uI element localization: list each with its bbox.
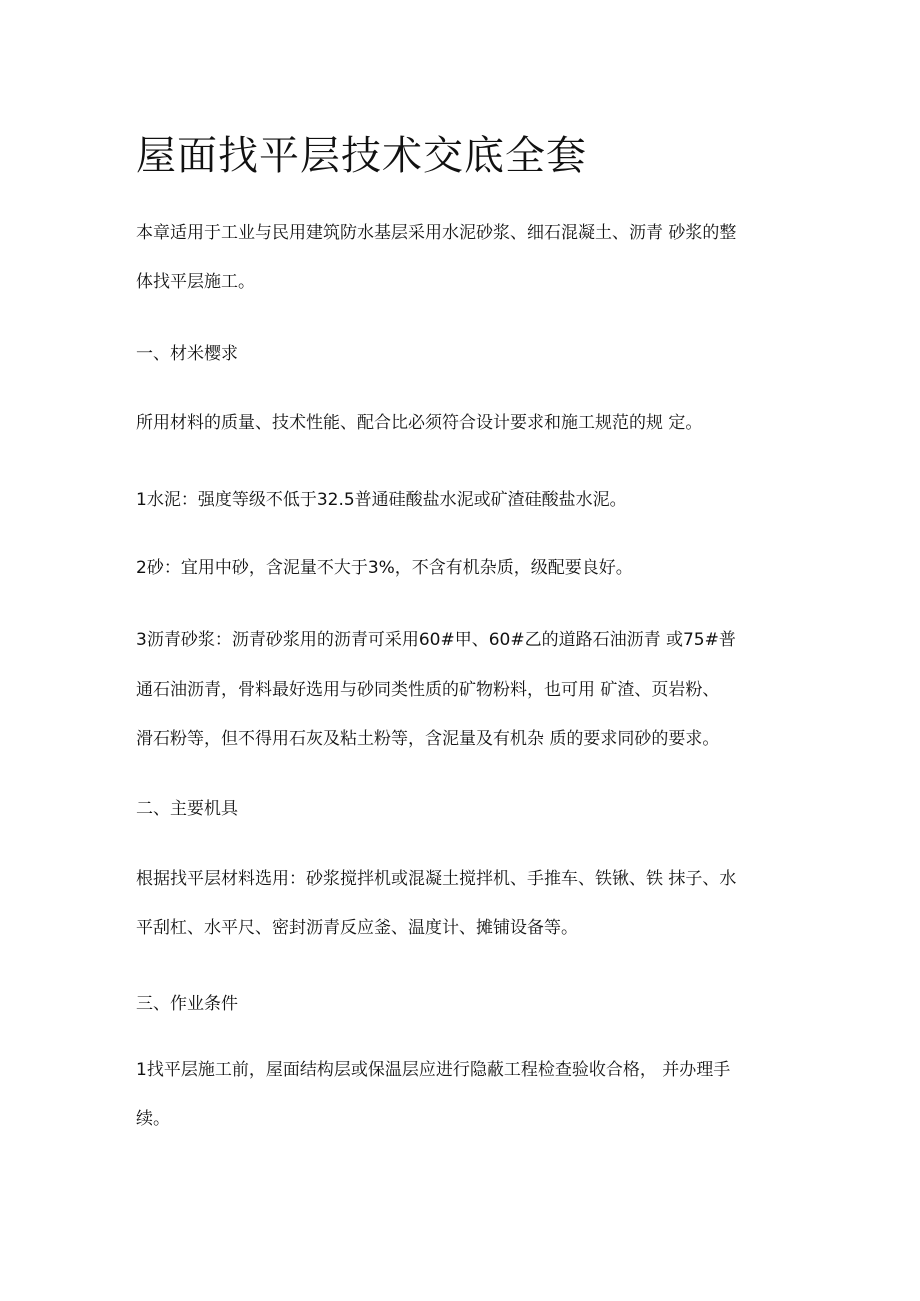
document-title: 屋面找平层技术交底全套 — [136, 133, 587, 179]
section-3-item-1-line-1: 1找平层施工前，屋面结构层或保温层应进行隐蔽工程检查验收合格， 并办理手 — [136, 1060, 731, 1080]
item-1-cement: 1水泥：强度等级不低于32.5普通硅酸盐水泥或矿渣硅酸盐水泥。 — [136, 490, 627, 510]
item-2-sand: 2砂：宜用中砂，含泥量不大于3%，不含有机杂质，级配要良好。 — [136, 558, 633, 578]
item-3-line-1: 3沥青砂浆：沥青砂浆用的沥青可采用60#甲、60#乙的道路石油沥青 或75#普 — [136, 630, 736, 650]
section-2-line-2: 平刮杠、水平尺、密封沥青反应釜、温度计、摊铺设备等。 — [136, 918, 578, 938]
section-2-line-1: 根据找平层材料选用：砂浆搅拌机或混凝土搅拌机、手推车、铁锹、铁 抹子、水 — [136, 869, 737, 889]
intro-line-2: 体找平层施工。 — [136, 272, 255, 292]
intro-line-1: 本章适用于工业与民用建筑防水基层采用水泥砂浆、细石混凝土、沥青 砂浆的整 — [136, 223, 737, 243]
section-1-heading: 一、材米樱求 — [136, 344, 238, 364]
item-3-line-2: 通石油沥青，骨料最好选用与砂同类性质的矿物粉料，也可用 矿渣、页岩粉、 — [136, 680, 720, 700]
section-3-item-1-line-2: 续。 — [136, 1109, 170, 1129]
section-1-paragraph: 所用材料的质量、技术性能、配合比必须符合设计要求和施工规范的规 定。 — [136, 413, 703, 433]
section-3-heading: 三、作业条件 — [136, 994, 238, 1014]
section-2-heading: 二、主要机具 — [136, 799, 238, 819]
item-3-line-3: 滑石粉等，但不得用石灰及粘土粉等，含泥量及有机杂 质的要求同砂的要求。 — [136, 729, 720, 749]
